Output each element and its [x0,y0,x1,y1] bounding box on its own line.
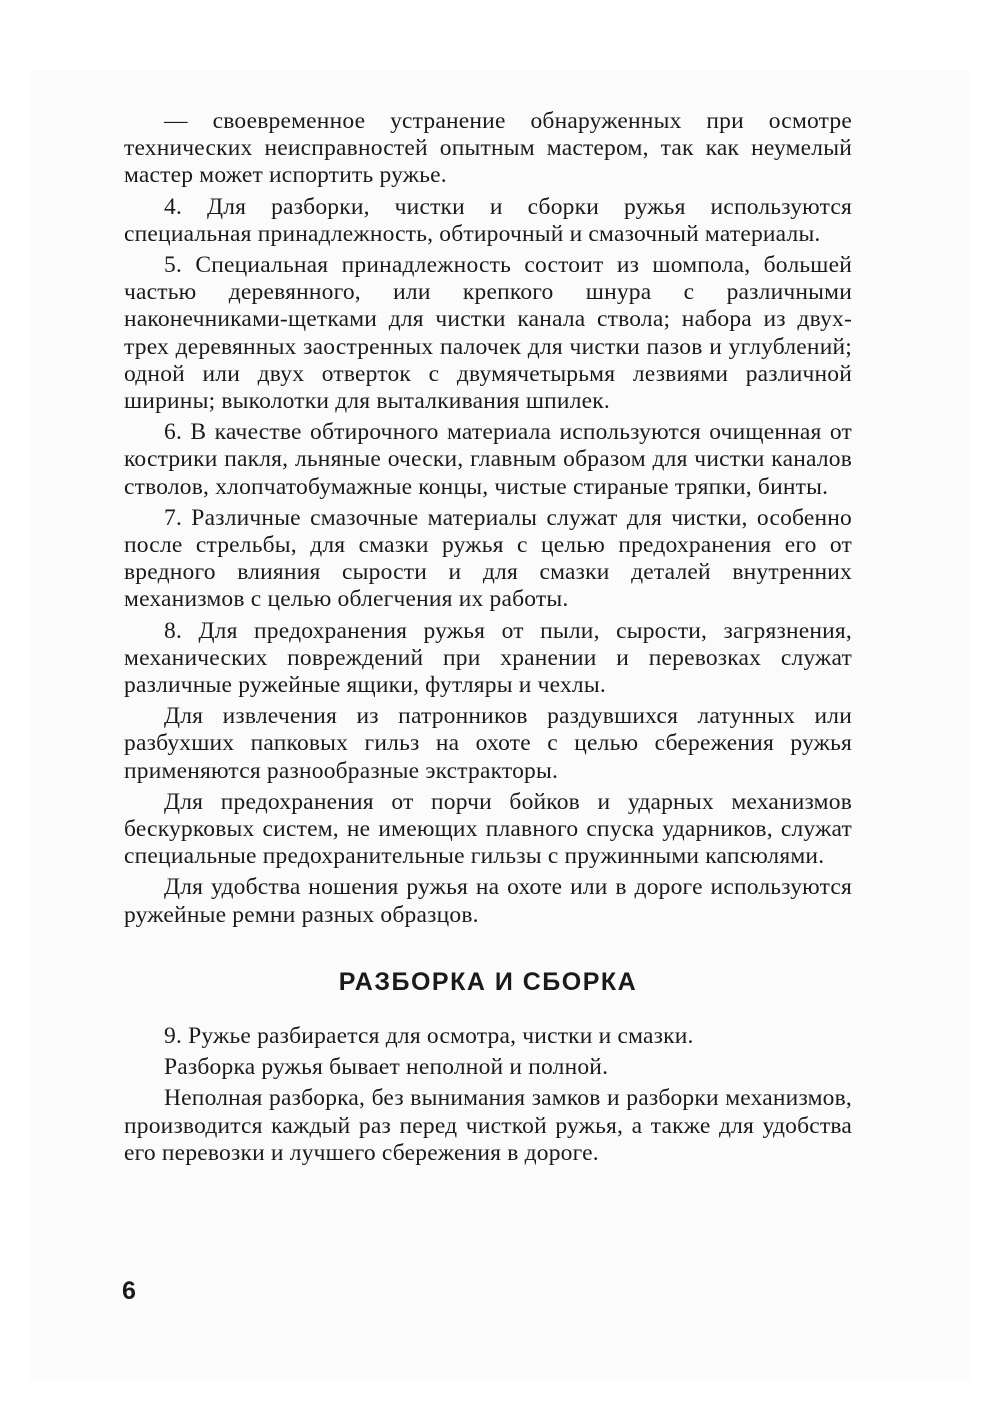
paragraph-item-6: 6. В качестве обтирочного материала используются очищенная от кострики пакля, льняные очески, главным образом для чистки каналов стволов, хлопчатобумажные концы, чистые стираные тряпки, бинты. [124,419,852,500]
paragraph-disassembly-types: Разборка ружья бывает неполной и полной. [164,1054,609,1081]
paragraph-item-9: 9. Ружье разбирается для осмотра, чистки и смазки. [164,1022,694,1049]
paragraph-partial-disassembly: Неполная разборка, без вынимания замков и разборки механизмов, производится каждый раз перед чисткой ружья, а также для удобства его перевозки и лучшего сбережения в дороге. [124,1085,852,1166]
paragraph-item-4: 4. Для разборки, чистки и сборки ружья используются специальная принадлежность, обтирочный и смазочный материалы. [124,193,852,247]
paragraph-slings: Для удобства ношения ружья на охоте или в дороге используются ружейные ремни разных образцов. [124,874,852,928]
page-number: 6 [122,1277,136,1305]
paragraph-item-7: 7. Различные смазочные материалы служат для чистки, особенно после стрельбы, для смазки ружья с целью предохранения его от вредного влияния сырости и для смазки деталей внутренних механизмов с целью облегчения их работы. [124,504,852,613]
paragraph-safety-shells: Для предохранения от порчи бойков и ударных механизмов бескурковых систем, не имеющих плавного спуска ударников, служат специальные предохранительные гильзы с пружинными капсюлями. [124,788,852,870]
paragraph-intro-item: — своевременное устранение обнаруженных при осмотре технических неисправностей опытным мастером, так как неумелый мастер может испортить ружье. [124,108,852,189]
text-column [124,108,852,1171]
paragraph-item-5: 5. Специальная принадлежность состоит из шомпола, большей частью деревянного, или крепкого шнура с различными наконечниками-щетками для чистки канала ствола; набора из двух-трех деревянных заостренных палочек для чистки пазов и углублений; одной или двух отверток с двумячетырьмя лезвиями различной ширины; выколотки для выталкивания шпилек. [124,252,852,415]
section-heading: РАЗБОРКА И СБОРКА [338,967,638,996]
paragraph-extractors: Для извлечения из патронников раздувшихся латунных или разбухших папковых гильз на охоте с целью сбережения ружья применяются разнообразные экстракторы. [124,703,852,784]
paragraph-item-8: 8. Для предохранения ружья от пыли, сырости, загрязнения, механических повреждений при хранении и перевозках служат различные ружейные ящики, футляры и чехлы. [124,617,852,699]
